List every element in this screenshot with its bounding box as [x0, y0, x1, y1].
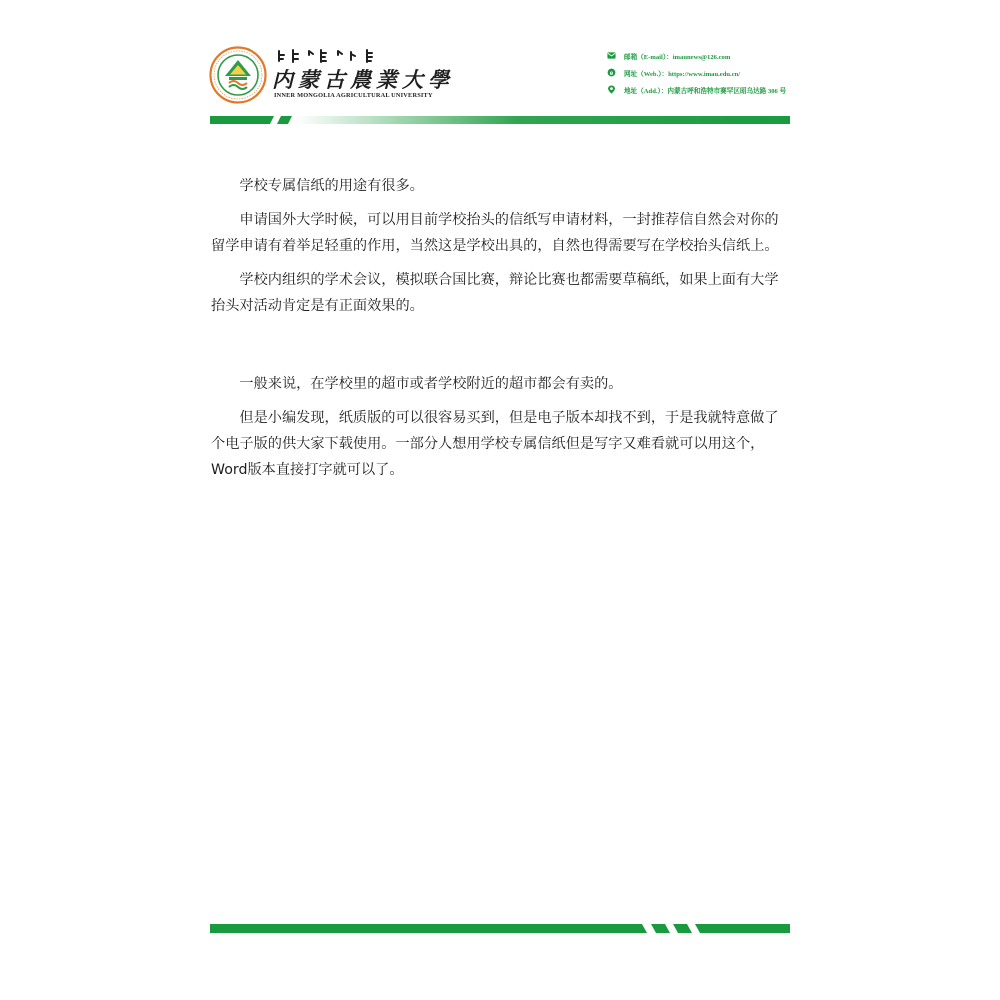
contact-address: [607, 81, 807, 98]
location-pin-icon: [607, 85, 616, 94]
body-paragraph: 学校专属信纸的用途有很多。: [239, 178, 424, 194]
body-paragraph: 但是小编发现，纸质版的可以很容易买到，但是电子版本却找不到，于是我就特意做了个电子版的供大家下载使用。一部分人想用学校专属信纸但是写字又难看就可以用这个，Word版本直接打字就可以了。: [211, 410, 779, 478]
body-paragraph: 申请国外大学时候，可以用目前学校抬头的信纸写申请材料，一封推荐信自然会对你的留学申请有着举足轻重的作用，当然这是学校出具的，自然也得需要写在学校抬头信纸上。: [211, 212, 779, 254]
university-seal-logo: [209, 46, 267, 104]
body-paragraph: 学校内组织的学术会议，模拟联合国比赛，辩论比赛也都需要草稿纸，如果上面有大学抬头对活动肯定是有正面效果的。: [211, 272, 779, 314]
contact-web-text: 网址（Web.）：https://www.imau.edu.cn/: [624, 70, 741, 78]
contact-address-text: 地址（Add.）：内蒙古呼和浩特市赛罕区昭乌达路 306 号: [624, 87, 787, 95]
mail-icon: [607, 51, 616, 60]
contact-info: [607, 47, 807, 98]
contact-web: [607, 64, 807, 81]
contact-email-text: 邮箱（E-mail）：imaunews@126.com: [624, 53, 731, 61]
letter-body: [211, 173, 791, 491]
footer-divider: [210, 924, 790, 933]
university-name-english: INNER MONGOLIA AGRICULTURAL UNIVERSITY: [274, 92, 433, 99]
web-icon: [607, 68, 616, 77]
header-divider: [210, 116, 790, 124]
contact-email: [607, 47, 807, 64]
svg-text:e: e: [609, 69, 614, 77]
body-paragraph: 一般来说，在学校里的超市或者学校附近的超市都会有卖的。: [239, 376, 623, 392]
university-name-chinese: 内蒙古農業大學: [272, 67, 454, 92]
